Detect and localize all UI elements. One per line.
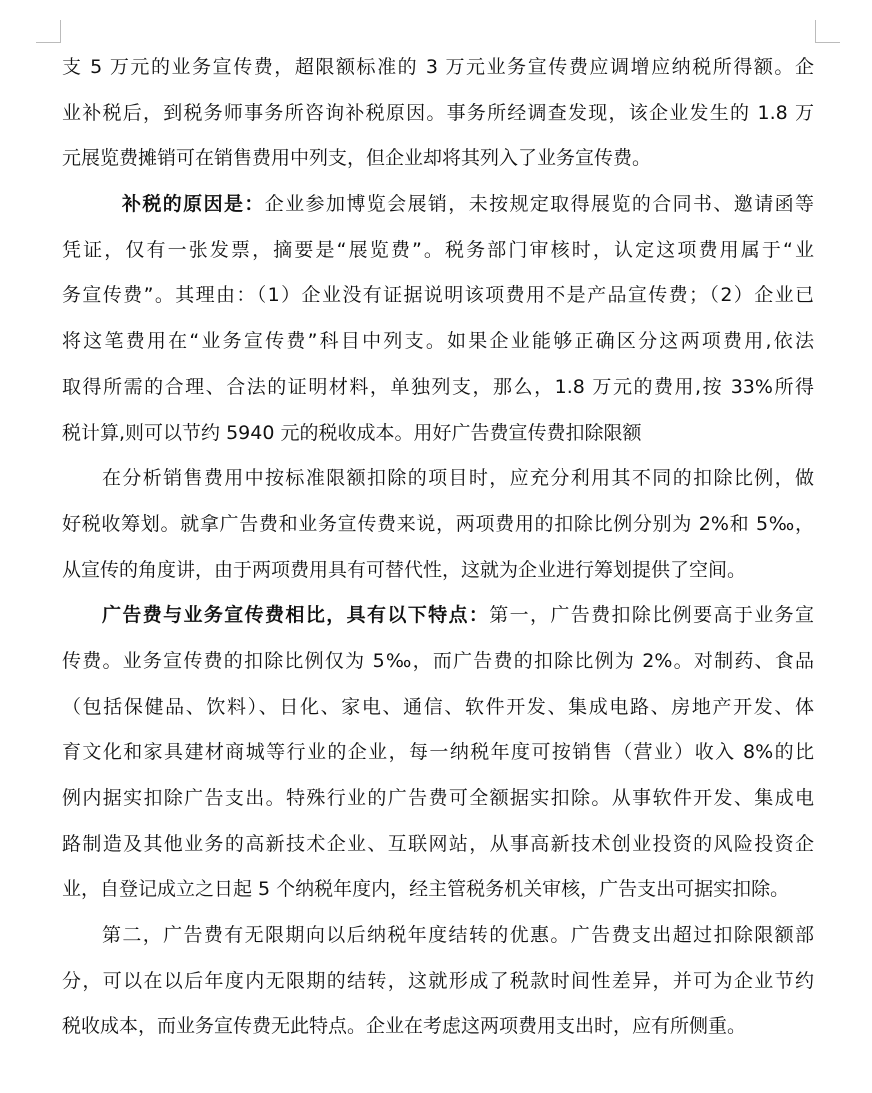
text-line: 在分析销售费用中按标准限额扣除的项目时，应充分利用其不同的扣除比例，做 <box>102 467 814 490</box>
page-corner-mark-top-left <box>36 20 61 43</box>
text-line: 传费。业务宣传费的扣除比例仅为 5‰，而广告费的扣除比例为 2%。对制药、食品 <box>62 649 814 672</box>
text-line: 好税收筹划。就拿广告费和业务宣传费来说，两项费用的扣除比例分别为 2%和 5‰， <box>62 512 814 535</box>
text-line: 税收成本，而业务宣传费无此特点。企业在考虑这两项费用支出时，应有所侧重。 <box>62 1015 747 1038</box>
text-line: 分，可以在以后年度内无限期的结转，这就形成了税款时间性差异，并可为企业节约 <box>62 969 814 992</box>
bold-lead: 补税的原因是： <box>122 193 265 216</box>
page-corner-mark-top-right <box>815 20 840 43</box>
text-line: 凭证，仅有一张发票，摘要是“展览费”。税务部门审核时，认定这项费用属于“业 <box>62 238 814 261</box>
text-line: 业，自登记成立之日起 5 个纳税年度内，经主管税务机关审核，广告支出可据实扣除。 <box>62 878 790 901</box>
text-line: 育文化和家具建材商城等行业的企业，每一纳税年度可按销售（营业）收入 8%的比 <box>62 741 814 764</box>
text-line: 取得所需的合理、合法的证明材料，单独列支，那么，1.8 万元的费用,按 33%所得 <box>62 375 814 398</box>
text-line <box>62 593 814 639</box>
text-line: 业补税后，到税务师事务所咨询补税原因。事务所经调查发现，该企业发生的 1.8 万 <box>62 101 814 124</box>
paragraph-1 <box>62 45 814 182</box>
text-span: 第一，广告费扣除比例要高于业务宣 <box>489 604 814 627</box>
paragraph-3 <box>62 456 814 593</box>
text-line: 第二，广告费有无限期向以后纳税年度结转的优惠。广告费支出超过扣除限额部 <box>102 924 814 947</box>
text-line: 务宣传费”。其理由：（1）企业没有证据说明该项费用不是产品宣传费；（2）企业已 <box>62 284 814 307</box>
bold-lead: 广告费与业务宣传费相比，具有以下特点： <box>102 604 490 627</box>
text-line: 从宣传的角度讲，由于两项费用具有可替代性，这就为企业进行筹划提供了空间。 <box>62 558 747 581</box>
paragraph-4 <box>62 593 814 913</box>
text-span: 企业参加博览会展销，未按规定取得展览的合同书、邀请函等 <box>264 193 814 216</box>
text-line <box>62 182 814 228</box>
text-line: 税计算,则可以节约 5940 元的税收成本。用好广告费宣传费扣除限额 <box>62 421 642 444</box>
text-line: 支 5 万元的业务宣传费，超限额标准的 3 万元业务宣传费应调增应纳税所得额。企 <box>62 56 814 78</box>
text-line: 例内据实扣除广告支出。特殊行业的广告费可全额据实扣除。从事软件开发、集成电 <box>62 787 814 809</box>
paragraph-5 <box>62 913 814 1050</box>
text-line: 将这笔费用在“业务宣传费”科目中列支。如果企业能够正确区分这两项费用,依法 <box>62 330 814 353</box>
text-line: （包括保健品、饮料）、日化、家电、通信、软件开发、集成电路、房地产开发、体 <box>62 695 814 718</box>
paragraph-2 <box>62 182 814 456</box>
text-line: 元展览费摊销可在销售费用中列支，但企业却将其列入了业务宣传费。 <box>62 147 652 170</box>
text-line: 路制造及其他业务的高新技术企业、互联网站，从事高新技术创业投资的风险投资企 <box>62 832 814 855</box>
document-body <box>62 45 814 1050</box>
